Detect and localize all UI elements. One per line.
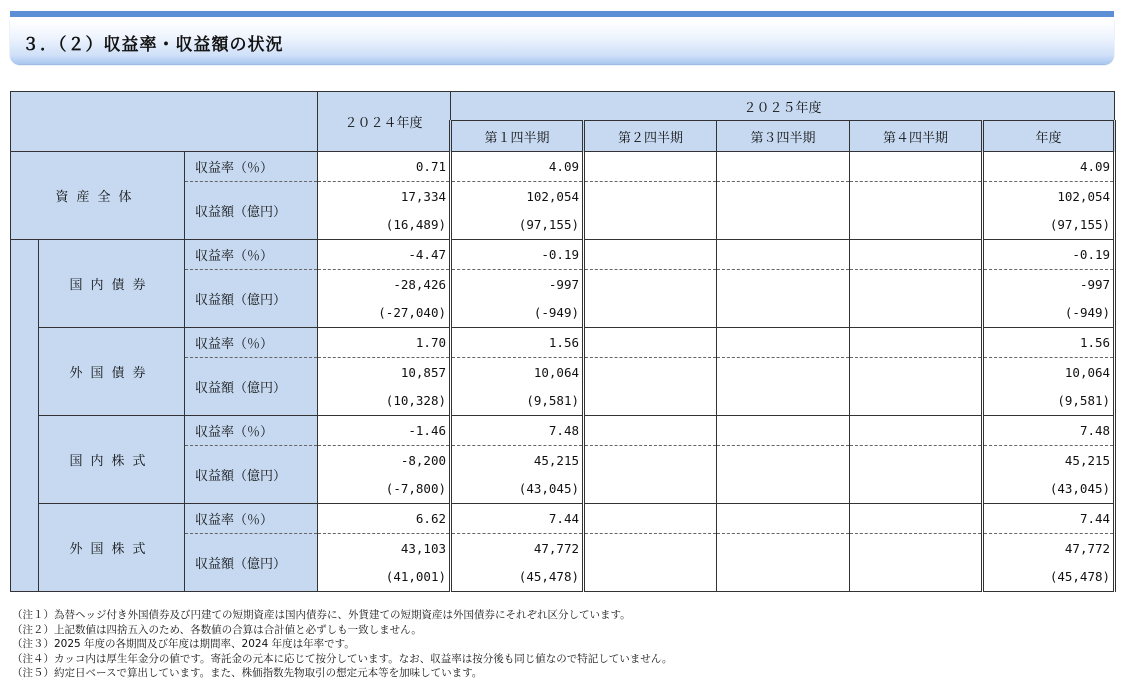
label-amount-foreign-bonds: 収益額（億円）: [185, 358, 318, 416]
pension-q1-all-assets: (97,155): [451, 211, 584, 240]
amount-q1-foreign-stocks: 47,772: [451, 534, 584, 563]
rate-q4-domestic-stocks: [850, 416, 983, 446]
indent-foreign-bonds: [11, 328, 39, 416]
rate-fy-foreign-bonds: 1.56: [983, 328, 1115, 358]
label-rate-foreign-stocks: 収益率（％）: [185, 504, 318, 534]
indent-foreign-stocks: [11, 504, 39, 592]
amount-q4-all-assets: [850, 182, 983, 240]
amount-fy-domestic-stocks: 45,215: [983, 446, 1115, 475]
rate-q1-all-assets: 4.09: [451, 152, 584, 182]
rate-2024-domestic-bonds: -4.47: [318, 240, 451, 270]
amount-fy-all-assets: 102,054: [983, 182, 1115, 211]
indent-domestic-stocks: [11, 416, 39, 504]
pension-fy-foreign-stocks: (45,478): [983, 563, 1115, 592]
header-stripe: [10, 11, 1114, 17]
rate-q4-all-assets: [850, 152, 983, 182]
amount-q4-foreign-stocks: [850, 534, 983, 592]
pension-fy-domestic-stocks: (43,045): [983, 475, 1115, 504]
header-2024: ２０２４年度: [318, 92, 451, 152]
rate-2024-foreign-stocks: 6.62: [318, 504, 451, 534]
pension-fy-domestic-bonds: (-949): [983, 299, 1115, 328]
pension-q1-domestic-stocks: (43,045): [451, 475, 584, 504]
amount-q1-foreign-bonds: 10,064: [451, 358, 584, 387]
amount-fy-domestic-bonds: -997: [983, 270, 1115, 299]
amount-q3-domestic-bonds: [717, 270, 850, 328]
rate-q4-foreign-bonds: [850, 328, 983, 358]
group-foreign-bonds: 外国債券: [39, 328, 185, 416]
label-rate-domestic-stocks: 収益率（％）: [185, 416, 318, 446]
header-corner: [11, 92, 318, 152]
note-2: （注２）上記数値は四捨五入のため、各数値の合算は合計値と必ずしも一致しません。: [12, 623, 422, 636]
amount-q3-domestic-stocks: [717, 446, 850, 504]
label-amount-domestic-stocks: 収益額（億円）: [185, 446, 318, 504]
label-amount-domestic-bonds: 収益額（億円）: [185, 270, 318, 328]
rate-q2-foreign-bonds: [584, 328, 717, 358]
amount-q3-foreign-bonds: [717, 358, 850, 416]
rate-q2-foreign-stocks: [584, 504, 717, 534]
header-q4: 第４四半期: [850, 121, 983, 152]
amount-q2-all-assets: [584, 182, 717, 240]
label-amount-foreign-stocks: 収益額（億円）: [185, 534, 318, 592]
label-amount-all-assets: 収益額（億円）: [185, 182, 318, 240]
header-q3: 第３四半期: [717, 121, 850, 152]
group-foreign-stocks: 外国株式: [39, 504, 185, 592]
footnotes: [12, 608, 672, 681]
label-rate-foreign-bonds: 収益率（％）: [185, 328, 318, 358]
header-q1: 第１四半期: [451, 121, 584, 152]
rate-2024-domestic-stocks: -1.46: [318, 416, 451, 446]
header-fy: 年度: [983, 121, 1115, 152]
label-rate-all-assets: 収益率（％）: [185, 152, 318, 182]
amount-q2-foreign-bonds: [584, 358, 717, 416]
amount-2024-foreign-stocks: 43,103: [318, 534, 451, 563]
amount-q3-all-assets: [717, 182, 850, 240]
rate-2024-all-assets: 0.71: [318, 152, 451, 182]
pension-fy-foreign-bonds: (9,581): [983, 387, 1115, 416]
pension-2024-foreign-stocks: (41,001): [318, 563, 451, 592]
amount-q2-domestic-bonds: [584, 270, 717, 328]
note-1: （注１）為替ヘッジ付き外国債券及び円建ての短期資産は国内債券に、外貨建ての短期資産は外国債券にそれぞれ区分しています。: [12, 609, 631, 621]
amount-q2-foreign-stocks: [584, 534, 717, 592]
amount-q4-foreign-bonds: [850, 358, 983, 416]
title-bar: [10, 20, 1114, 64]
pension-fy-all-assets: (97,155): [983, 211, 1115, 240]
amount-q4-domestic-bonds: [850, 270, 983, 328]
amount-q3-foreign-stocks: [717, 534, 850, 592]
group-domestic-bonds: 国内債券: [39, 240, 185, 328]
amount-2024-domestic-bonds: -28,426: [318, 270, 451, 299]
rate-fy-domestic-bonds: -0.19: [983, 240, 1115, 270]
label-rate-domestic-bonds: 収益率（％）: [185, 240, 318, 270]
amount-q2-domestic-stocks: [584, 446, 717, 504]
note-5: （注５）約定日ベースで算出しています。また、株価指数先物取引の想定元本等を加味しています。: [12, 667, 483, 679]
group-all-assets: 資産全体: [11, 152, 185, 240]
header-2025: ２０２５年度: [451, 92, 1115, 121]
amount-2024-all-assets: 17,334: [318, 182, 451, 211]
rate-q3-all-assets: [717, 152, 850, 182]
pension-q1-foreign-stocks: (45,478): [451, 563, 584, 592]
rate-q2-all-assets: [584, 152, 717, 182]
rate-q3-domestic-stocks: [717, 416, 850, 446]
rate-q3-foreign-stocks: [717, 504, 850, 534]
group-domestic-stocks: 国内株式: [39, 416, 185, 504]
rate-2024-foreign-bonds: 1.70: [318, 328, 451, 358]
rate-q1-foreign-bonds: 1.56: [451, 328, 584, 358]
rate-q4-domestic-bonds: [850, 240, 983, 270]
rate-q2-domestic-stocks: [584, 416, 717, 446]
returns-table: [10, 91, 1116, 592]
amount-q1-domestic-stocks: 45,215: [451, 446, 584, 475]
pension-2024-domestic-bonds: (-27,040): [318, 299, 451, 328]
amount-fy-foreign-bonds: 10,064: [983, 358, 1115, 387]
amount-q4-domestic-stocks: [850, 446, 983, 504]
pension-2024-foreign-bonds: (10,328): [318, 387, 451, 416]
indent-domestic-bonds: [11, 240, 39, 328]
rate-q3-domestic-bonds: [717, 240, 850, 270]
rate-fy-domestic-stocks: 7.48: [983, 416, 1115, 446]
rate-q1-domestic-bonds: -0.19: [451, 240, 584, 270]
pension-q1-domestic-bonds: (-949): [451, 299, 584, 328]
rate-q1-foreign-stocks: 7.44: [451, 504, 584, 534]
note-3: （注３）2025 年度の各期間及び年度は期間率、2024 年度は年率です。: [12, 638, 355, 650]
rate-fy-foreign-stocks: 7.44: [983, 504, 1115, 534]
rate-q1-domestic-stocks: 7.48: [451, 416, 584, 446]
amount-q1-all-assets: 102,054: [451, 182, 584, 211]
pension-2024-all-assets: (16,489): [318, 211, 451, 240]
pension-q1-foreign-bonds: (9,581): [451, 387, 584, 416]
note-4: （注４）カッコ内は厚生年金分の値です。寄託金の元本に応じて按分しています。なお、収益率は按分後も同じ値なので特記していません。: [12, 652, 673, 665]
rate-q3-foreign-bonds: [717, 328, 850, 358]
amount-2024-foreign-bonds: 10,857: [318, 358, 451, 387]
amount-2024-domestic-stocks: -8,200: [318, 446, 451, 475]
rate-q2-domestic-bonds: [584, 240, 717, 270]
amount-q1-domestic-bonds: -997: [451, 270, 584, 299]
amount-fy-foreign-stocks: 47,772: [983, 534, 1115, 563]
pension-2024-domestic-stocks: (-7,800): [318, 475, 451, 504]
header-q2: 第２四半期: [584, 121, 717, 152]
page-title: ３．（２）収益率・収益額の状況: [22, 35, 284, 55]
rate-fy-all-assets: 4.09: [983, 152, 1115, 182]
rate-q4-foreign-stocks: [850, 504, 983, 534]
